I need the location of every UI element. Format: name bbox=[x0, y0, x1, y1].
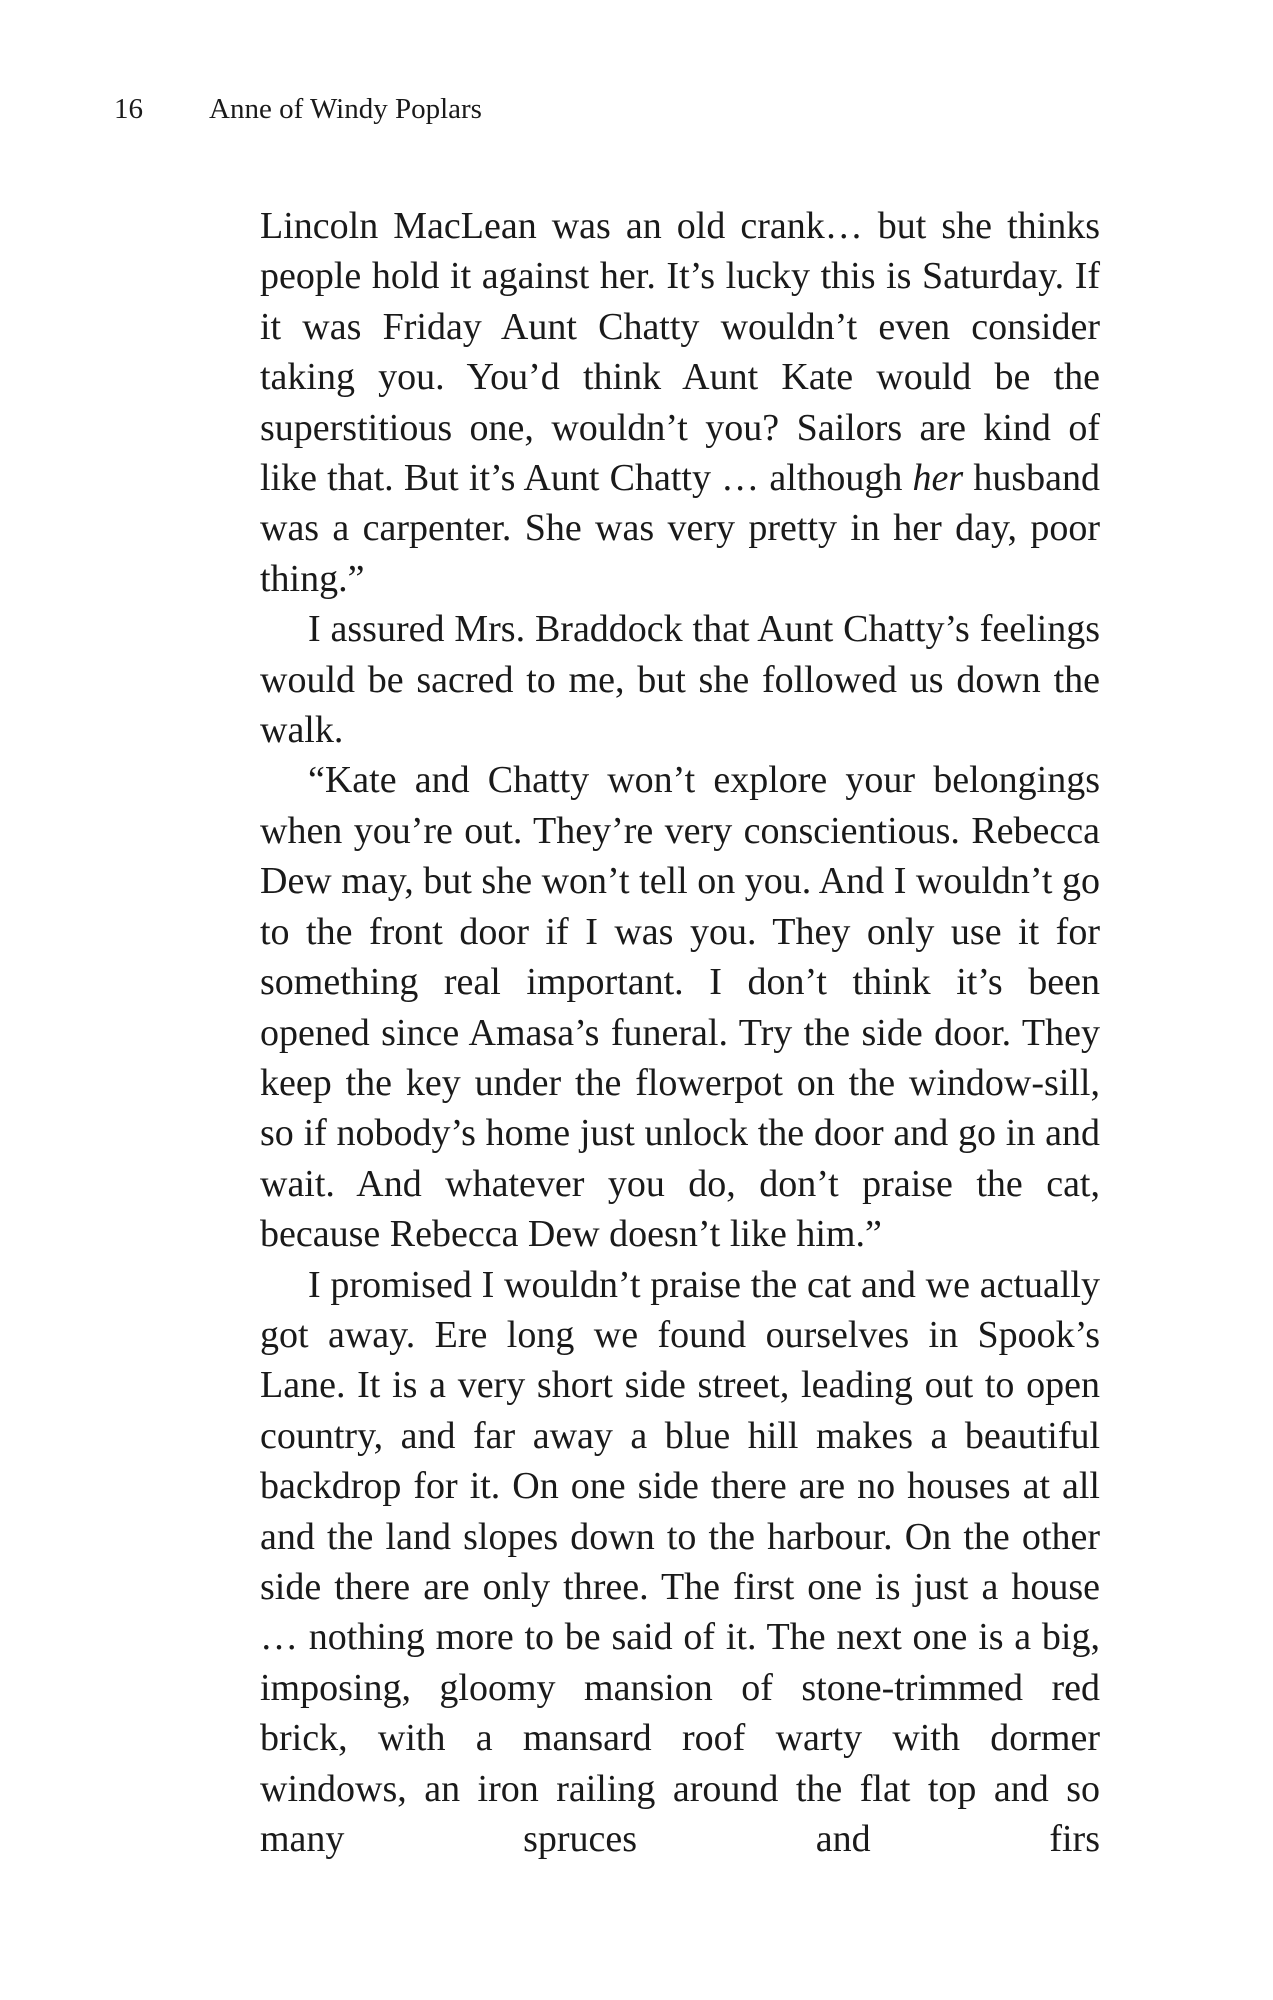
paragraph-text: husband was a carpenter. She was very pretty in her day, poor thing.” bbox=[260, 457, 1100, 600]
emphasized-word: her bbox=[912, 457, 964, 500]
paragraph: I assured Mrs. Braddock that Aunt Chatty’s feelings would be sacred to me, but she followed us down the walk. bbox=[260, 608, 1100, 752]
running-header bbox=[114, 90, 482, 128]
body-text bbox=[260, 201, 1100, 1864]
page-number: 16 bbox=[114, 93, 143, 125]
paragraph: I promised I wouldn’t praise the cat and we actually got away. Ere long we found ourselves in Spook’s Lane. It is a very short side street, leading out to open country, and far away a blue hill makes a beautiful backdrop for it. On one side there are no houses at all and the land slopes down to the harbour. On the other side there are only three. The first one is just a house … nothing more to be said of it. The next one is a big, imposing, gloomy mansion of stone-trimmed red brick, with a mansard roof warty with dormer windows, an iron railing around the flat top and so many spruces and firs bbox=[260, 1263, 1100, 1860]
paragraph: “Kate and Chatty won’t explore your belongings when you’re out. They’re very conscientious. Rebecca Dew may, but she won’t tell on you. And I wouldn’t go to the front door if I was you. They only use it for something real important. I don’t think it’s been opened since Amasa’s funeral. Try the side door. They keep the key under the flowerpot on the window-sill, so if nobody’s home just unlock the door and go in and wait. And whatever you do, don’t praise the cat, because Rebecca Dew doesn’t like him.” bbox=[260, 759, 1100, 1256]
paragraph-text: Lincoln MacLean was an old crank… but she thinks people hold it against her. It’s lucky this is Saturday. If it was Friday Aunt Chatty wouldn’t even consider taking you. You’d think Aunt Kate would be the superstitious one, wouldn’t you? Sailors are kind of like that. But it’s Aunt Chatty … although bbox=[260, 205, 1100, 500]
paragraph bbox=[260, 201, 1100, 604]
book-title: Anne of Windy Poplars bbox=[209, 93, 482, 125]
